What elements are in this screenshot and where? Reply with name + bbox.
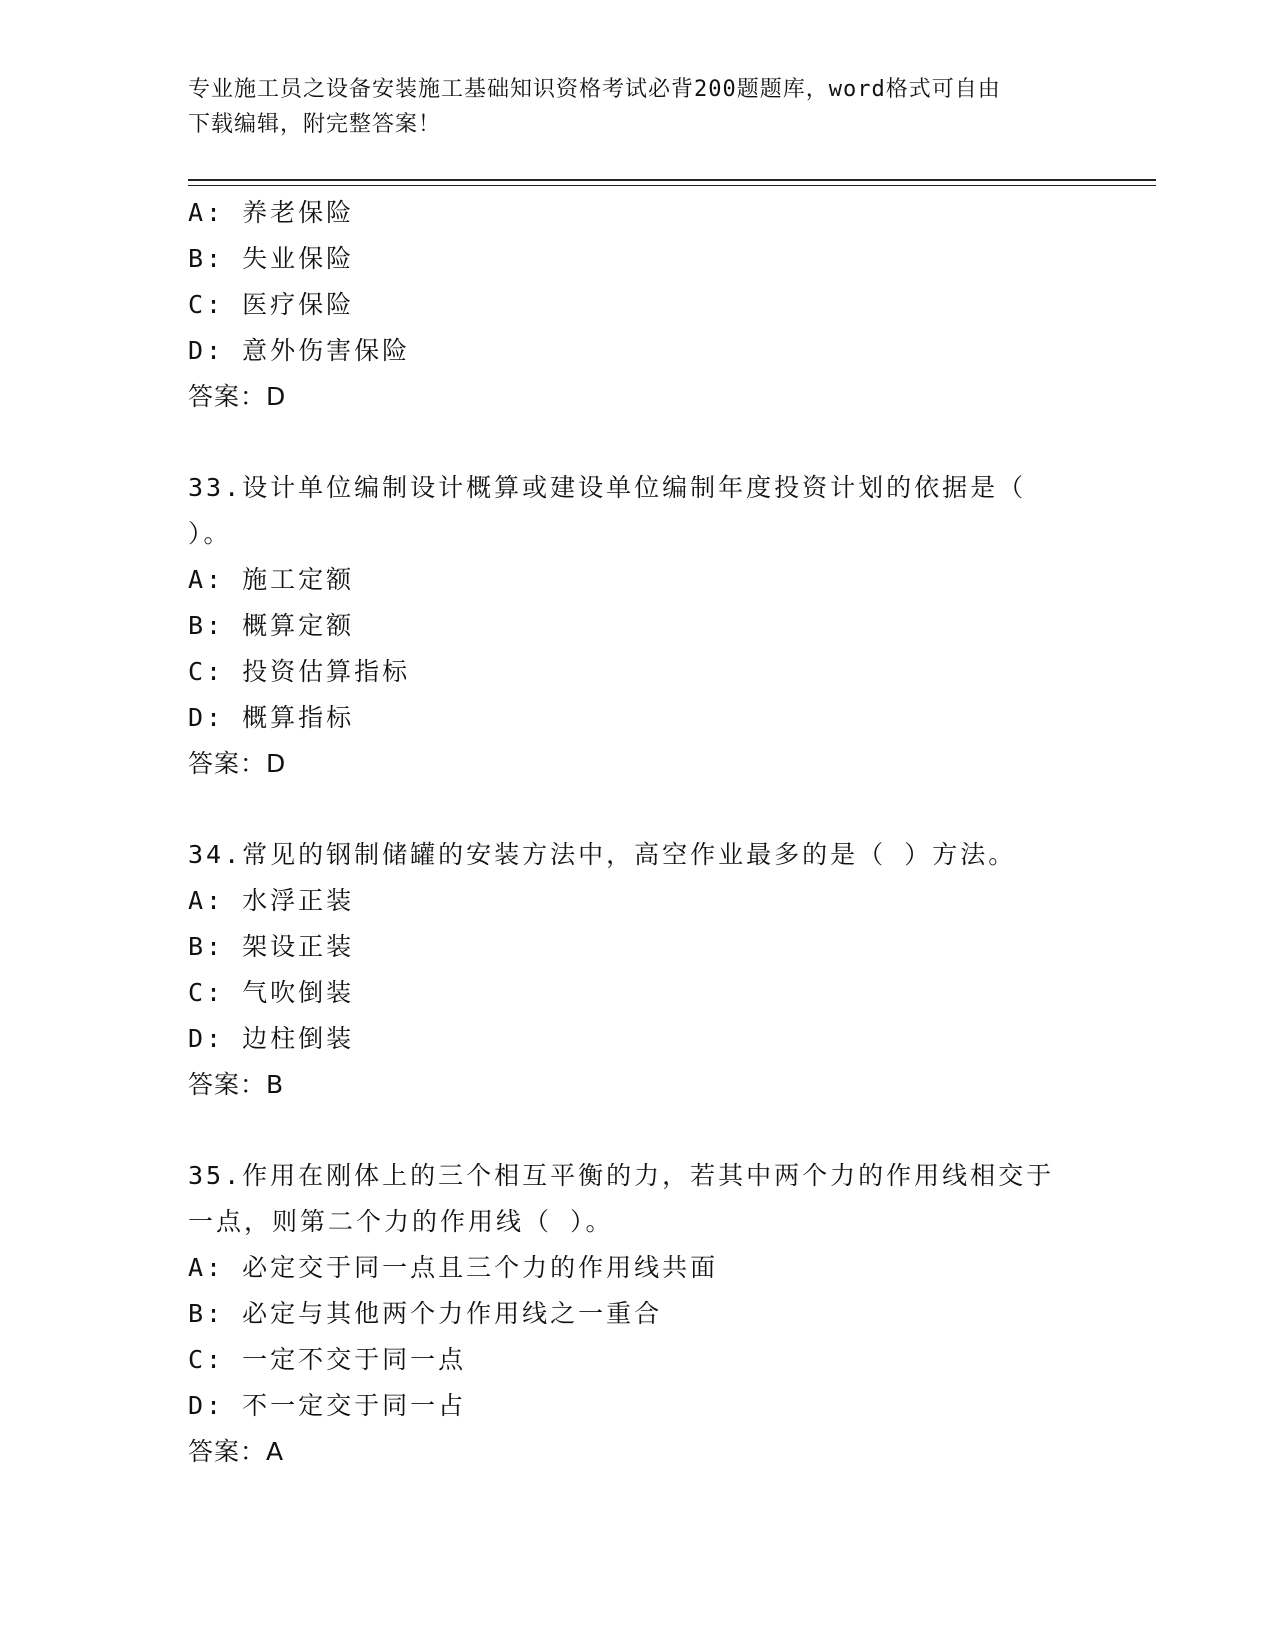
question-stem-line-1: 34.常见的钢制储罐的安装方法中，高空作业最多的是（ ）方法。 [188,840,1017,869]
option-c: C: 投资估算指标 [188,657,411,686]
answer: 答案：D [188,382,287,411]
question-stem-line-1: 35.作用在刚体上的三个相互平衡的力，若其中两个力的作用线相交于 [188,1161,1055,1190]
option-d: D: 概算指标 [188,703,355,732]
option-a: A: 养老保险 [188,198,355,227]
answer: 答案：A [188,1437,285,1466]
header-line-1: 专业施工员之设备安装施工基础知识资格考试必背200题题库，word格式可自由 [188,77,1001,102]
answer: 答案：B [188,1070,285,1099]
option-a: A: 施工定额 [188,565,355,594]
option-a: A: 水浮正装 [188,886,355,915]
option-b: B: 失业保险 [188,244,355,273]
question-stem-line-1: 33.设计单位编制设计概算或建设单位编制年度投资计划的依据是（ [188,473,1027,502]
header-rule-thick [188,179,1156,181]
option-b: B: 概算定额 [188,611,355,640]
question-35 [188,1153,1088,1475]
question-stem-line-2: ）。 [188,519,232,548]
option-d: D: 不一定交于同一占 [188,1391,467,1420]
answer: 答案：D [188,749,287,778]
option-a: A: 必定交于同一点且三个力的作用线共面 [188,1253,719,1282]
header-rule-thin [188,185,1156,186]
option-c: C: 医疗保险 [188,290,355,319]
question-list [188,190,1088,1475]
option-b: B: 架设正装 [188,932,355,961]
option-b: B: 必定与其他两个力作用线之一重合 [188,1299,663,1328]
question-33 [188,465,1088,787]
question-34 [188,832,1088,1108]
document-header [188,72,1088,142]
header-line-2: 下载编辑，附完整答案！ [188,112,442,137]
question-stem-line-2: 一点，则第二个力的作用线（ ）。 [188,1207,614,1236]
question-32-continued [188,190,1088,420]
option-d: D: 意外伤害保险 [188,336,411,365]
option-c: C: 一定不交于同一点 [188,1345,467,1374]
option-d: D: 边柱倒装 [188,1024,355,1053]
option-c: C: 气吹倒装 [188,978,355,1007]
